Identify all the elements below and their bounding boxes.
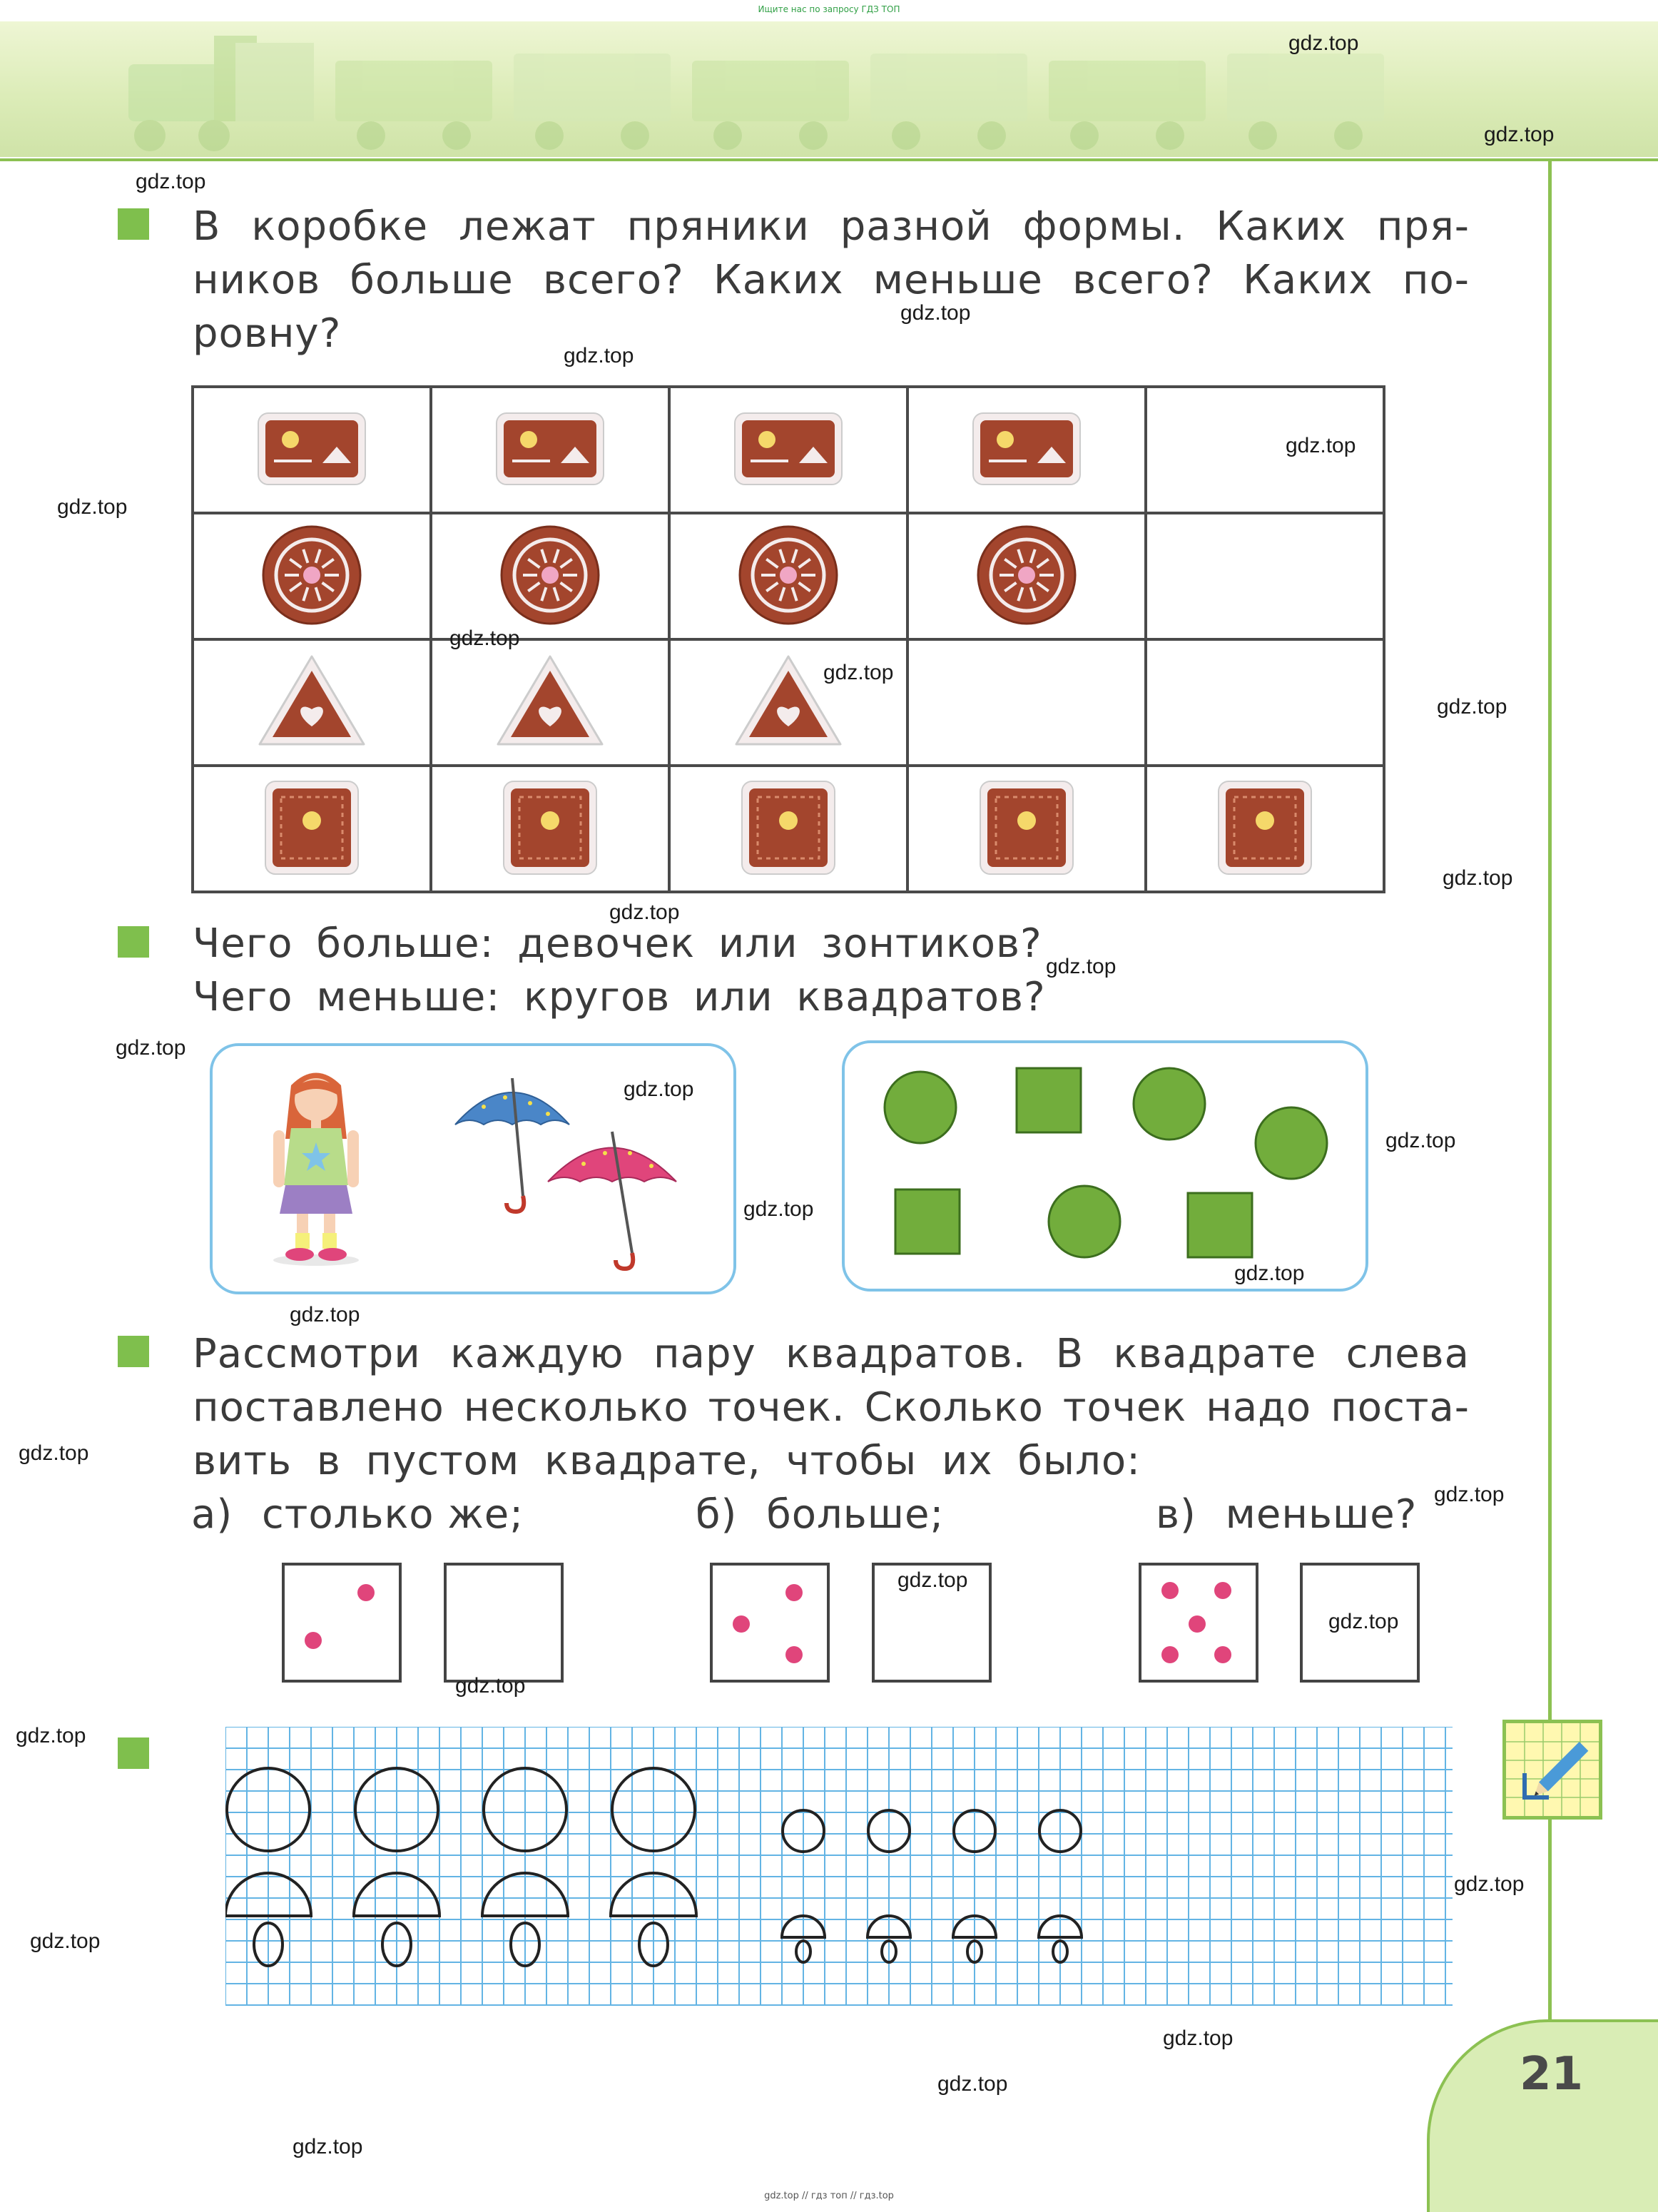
task1-text — [193, 200, 1470, 360]
cookie-cell — [431, 766, 669, 892]
cookie-cell — [669, 766, 907, 892]
square-cookie — [1204, 774, 1326, 881]
watermark: gdz.top — [937, 2072, 1008, 2096]
watermark: gdz.top — [116, 1036, 186, 1060]
train-banner — [0, 21, 1658, 157]
cookie-row — [193, 513, 1384, 639]
cookie-cell — [1146, 766, 1384, 892]
option-a — [191, 1488, 524, 1541]
green-circle — [1256, 1107, 1327, 1179]
cookie-cell — [193, 387, 431, 513]
watermark: gdz.top — [1286, 434, 1356, 457]
cookie-cell — [669, 639, 907, 766]
cookie-cell — [907, 513, 1146, 639]
cookie-cell — [669, 387, 907, 513]
green-square — [895, 1189, 960, 1254]
green-circle — [1134, 1068, 1205, 1140]
watermark: gdz.top — [564, 344, 634, 367]
task3-line: вить в пустом квадрате, чтобы их было: — [193, 1438, 1141, 1484]
watermark: gdz.top — [16, 1724, 86, 1747]
pink-dot — [785, 1584, 803, 1601]
watermark: gdz.top — [1234, 1262, 1305, 1285]
watermark: gdz.top — [136, 170, 206, 193]
green-circle — [885, 1072, 956, 1143]
option-label: б) — [696, 1491, 738, 1538]
grid-area — [225, 1727, 1453, 2023]
pink-dot — [1214, 1646, 1231, 1663]
square-cookie — [489, 774, 611, 881]
task1-bullet — [118, 208, 149, 240]
watermark: gdz.top — [290, 1303, 360, 1326]
bottom-note: gdz.top // гдз топ // гдз.top — [764, 2191, 894, 2201]
pink-dot — [1161, 1582, 1179, 1599]
cookie-cell — [669, 513, 907, 639]
pink-dot — [305, 1632, 322, 1649]
pink-dot — [1161, 1646, 1179, 1663]
cookie-row — [193, 766, 1384, 892]
triangle-cookie — [251, 648, 372, 755]
girl-figure — [273, 1073, 359, 1267]
dots-square-c — [1139, 1563, 1258, 1683]
pencil-notebook-icon — [1502, 1720, 1602, 1820]
option-label: а) — [191, 1491, 233, 1538]
circle-cookie — [966, 522, 1087, 629]
option-label: в) — [1156, 1491, 1196, 1538]
green-circle — [1049, 1186, 1120, 1257]
cookie-box-table — [191, 385, 1385, 893]
watermark: gdz.top — [897, 1568, 968, 1592]
task1-line: В коробке лежат пряники разной формы. Каких пря- — [193, 203, 1470, 250]
task2-line: Чего меньше: кругов или квадратов? — [193, 974, 1046, 1020]
watermark: gdz.top — [823, 661, 894, 684]
watermark: gdz.top — [1046, 955, 1117, 978]
task1-line: ников больше всего? Каких меньше всего? Каких по- — [193, 257, 1470, 303]
rectangle-cookie — [251, 395, 372, 502]
cookie-cell — [193, 639, 431, 766]
cookie-cell — [431, 387, 669, 513]
circle-cookie — [251, 522, 372, 629]
option-c — [1156, 1488, 1417, 1541]
cookie-cell — [907, 639, 1146, 766]
watermark: gdz.top — [19, 1441, 89, 1465]
cookie-cell — [1146, 639, 1384, 766]
square-cookie — [728, 774, 849, 881]
option-text: столько же; — [261, 1491, 524, 1538]
watermark: gdz.top — [1443, 866, 1513, 890]
cookie-row — [193, 387, 1384, 513]
rectangle-cookie — [966, 395, 1087, 502]
task3-bullet — [118, 1336, 149, 1367]
pink-dot — [785, 1646, 803, 1663]
watermark: gdz.top — [609, 900, 680, 924]
pink-dot — [1214, 1582, 1231, 1599]
pink-dot — [357, 1584, 375, 1601]
watermark: gdz.top — [743, 1197, 814, 1221]
shapes-illustration — [845, 1043, 1365, 1289]
cookie-row — [193, 639, 1384, 766]
cookie-cell — [193, 766, 431, 892]
rectangle-cookie — [728, 395, 849, 502]
task3-line: Рассмотри каждую пару квадратов. В квадрате слева — [193, 1331, 1470, 1377]
cookie-cell — [907, 387, 1146, 513]
watermark: gdz.top — [624, 1077, 694, 1101]
watermark: gdz.top — [1484, 123, 1555, 146]
task1-line: ровну? — [193, 310, 342, 357]
dots-square-b — [710, 1563, 830, 1683]
rectangle-cookie — [489, 395, 611, 502]
pink-dot — [733, 1615, 750, 1633]
cookie-cell — [907, 766, 1146, 892]
task3-line: поставлено несколько точек. Сколько точек надо поста- — [193, 1384, 1470, 1431]
top-note: Ищите нас по запросу ГДЗ ТОП — [758, 4, 900, 14]
task2-bullet — [118, 926, 149, 958]
watermark: gdz.top — [1437, 695, 1507, 719]
cookie-cell — [431, 639, 669, 766]
cookie-cell — [193, 513, 431, 639]
green-square — [1017, 1068, 1081, 1132]
task4-bullet — [118, 1737, 149, 1769]
option-b — [696, 1488, 944, 1541]
square-cookie — [966, 774, 1087, 881]
watermark: gdz.top — [57, 495, 128, 519]
task2-line: Чего больше: девочек или зонтиков? — [193, 920, 1042, 967]
green-square — [1188, 1193, 1252, 1257]
dots-square-a — [282, 1563, 402, 1683]
watermark: gdz.top — [1328, 1610, 1399, 1633]
page-number: 21 — [1520, 2048, 1584, 2101]
shapes-card — [842, 1040, 1368, 1292]
watermark: gdz.top — [1385, 1129, 1456, 1152]
cookie-cell — [431, 513, 669, 639]
watermark: gdz.top — [1288, 31, 1359, 55]
watermark: gdz.top — [900, 301, 971, 325]
blue-umbrella — [455, 1078, 569, 1212]
pink-dot — [1189, 1615, 1206, 1633]
option-text: меньше? — [1225, 1491, 1418, 1538]
watermark: gdz.top — [1434, 1483, 1505, 1506]
watermark: gdz.top — [449, 626, 520, 650]
task2-text — [193, 917, 1046, 1024]
watermark: gdz.top — [1454, 1872, 1525, 1896]
pink-umbrella — [548, 1132, 676, 1269]
watermark: gdz.top — [455, 1674, 526, 1698]
triangle-cookie — [489, 648, 611, 755]
watermark: gdz.top — [293, 2135, 363, 2158]
cookie-cell — [1146, 513, 1384, 639]
grid-drawing — [225, 1727, 1453, 2023]
option-text: больше; — [766, 1491, 945, 1538]
watermark: gdz.top — [1163, 2026, 1234, 2050]
circle-cookie — [489, 522, 611, 629]
empty-square-a[interactable] — [444, 1563, 564, 1683]
watermark: gdz.top — [30, 1929, 101, 1953]
header-divider — [0, 158, 1658, 161]
task3-text — [193, 1327, 1470, 1488]
circle-cookie — [728, 522, 849, 629]
square-cookie — [251, 774, 372, 881]
